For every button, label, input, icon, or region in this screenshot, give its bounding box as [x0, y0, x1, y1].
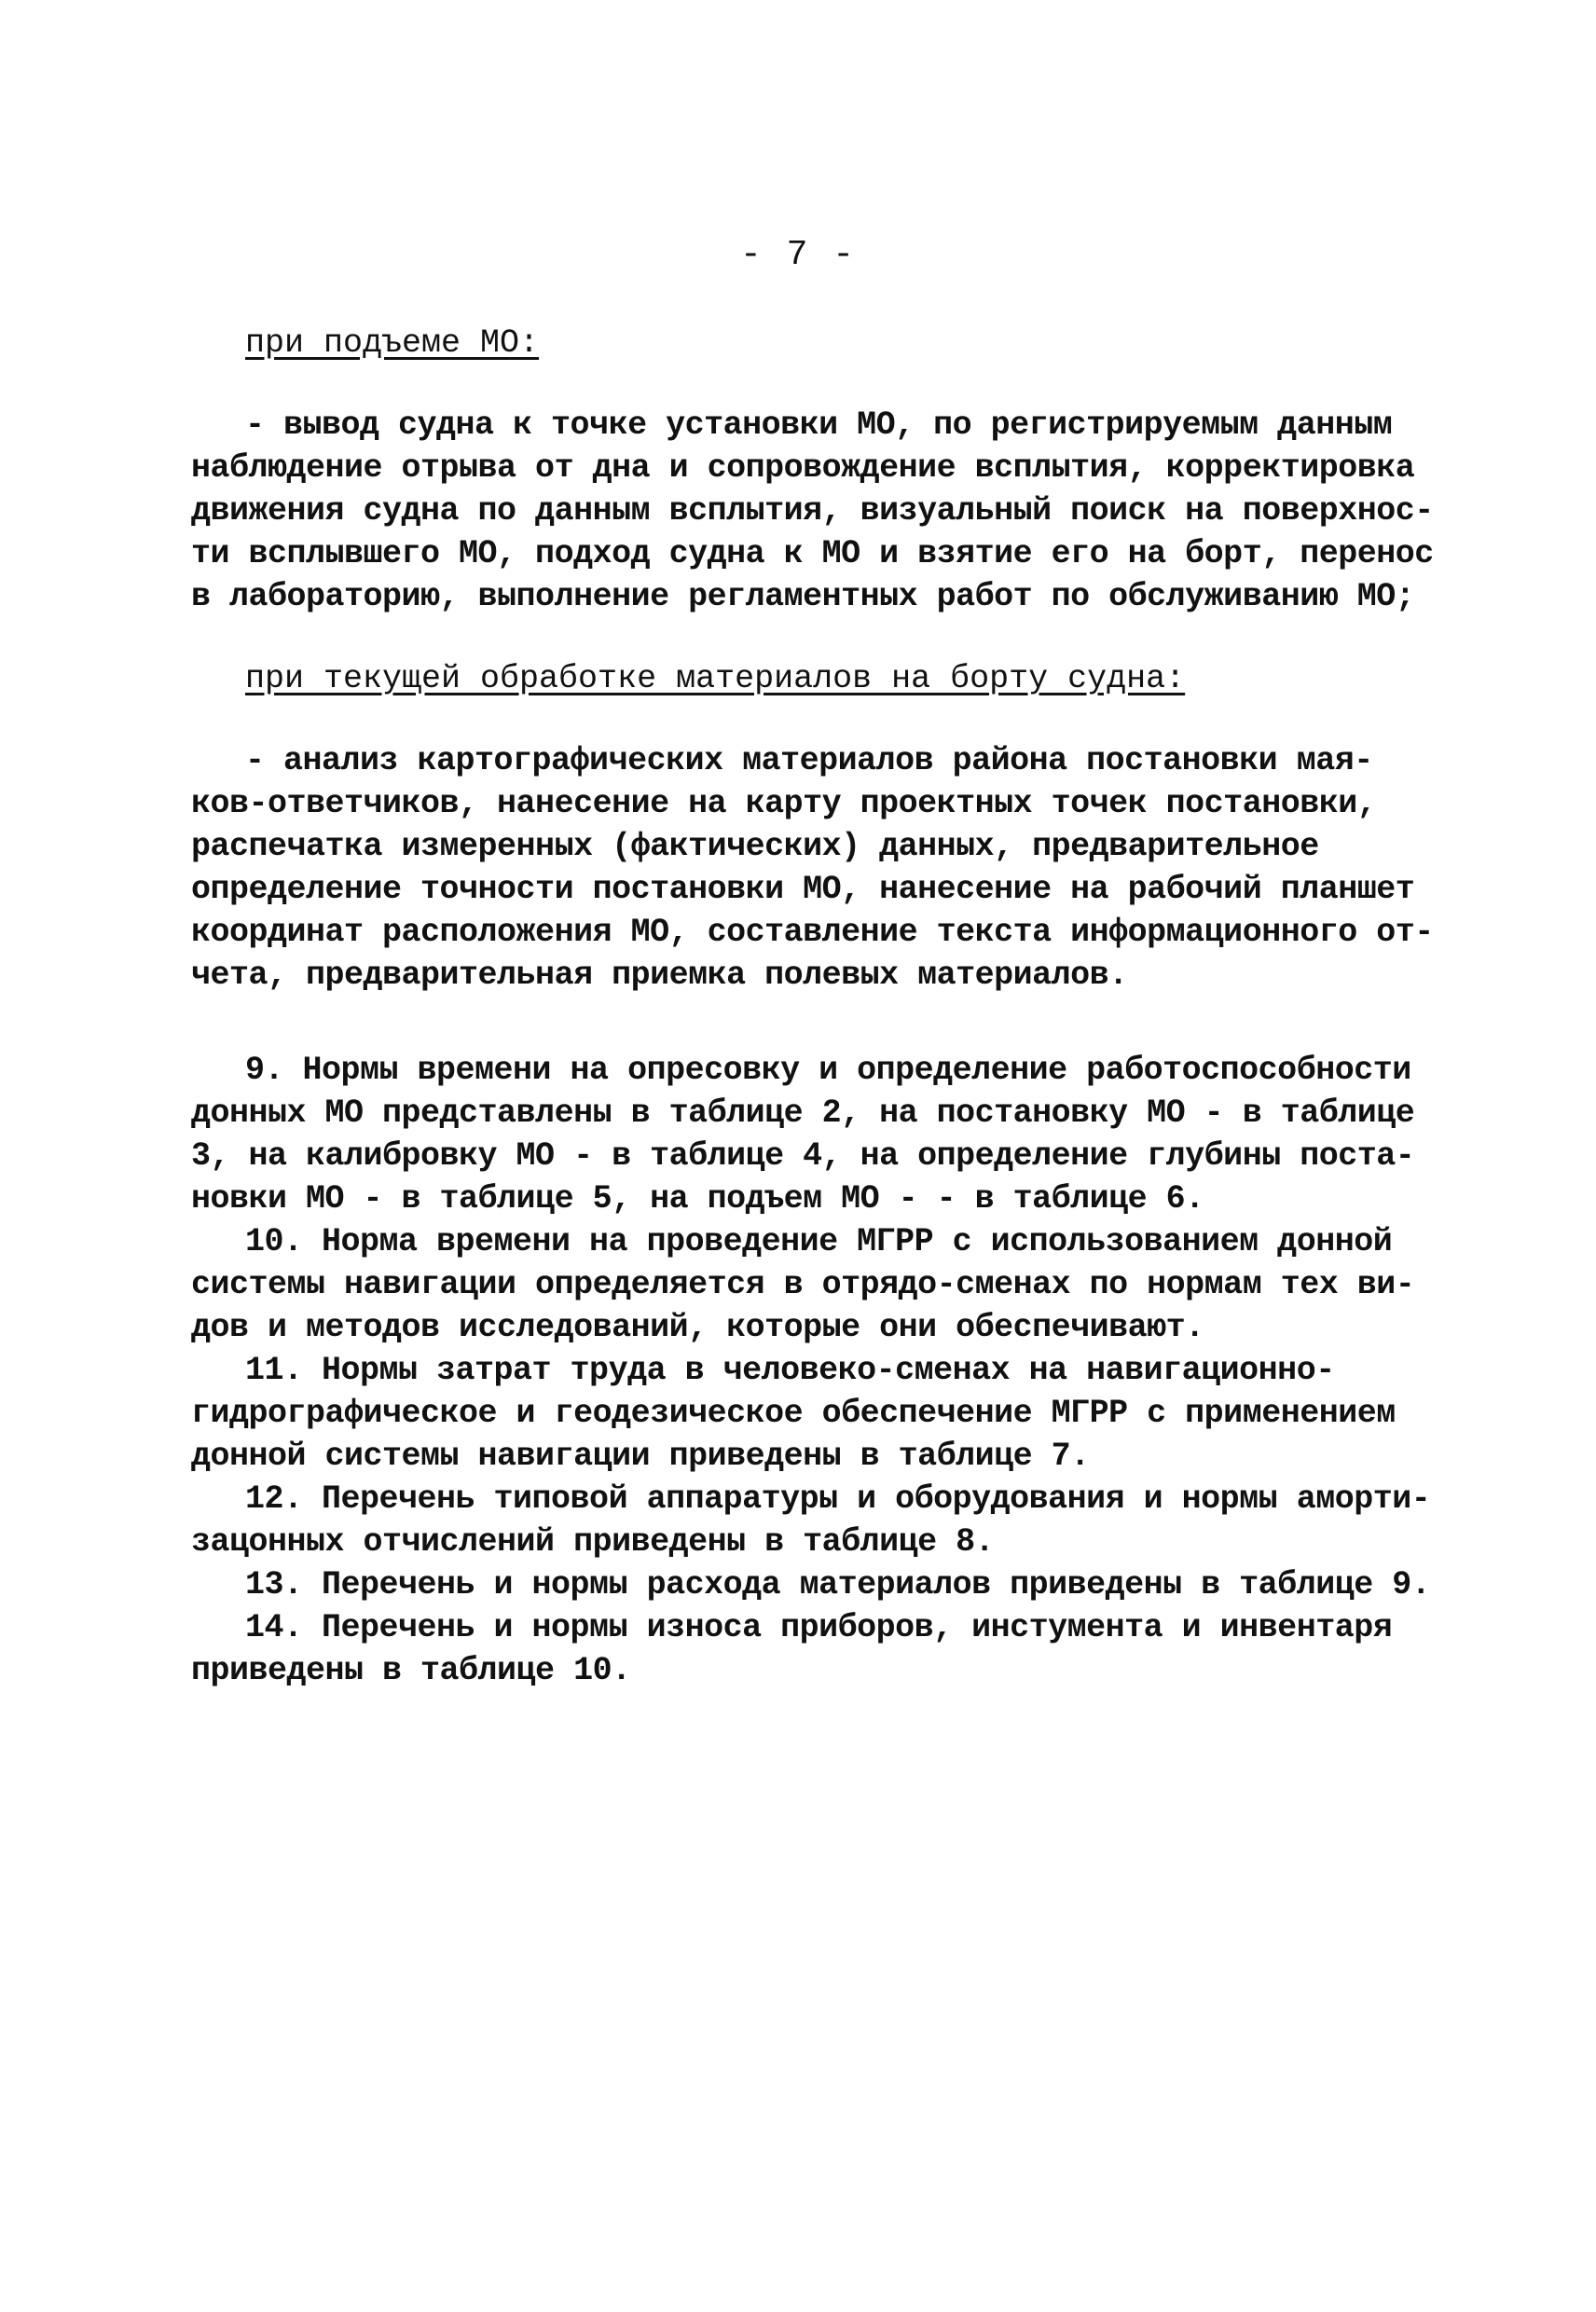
item-9	[191, 1049, 1415, 1220]
text-line: 9. Нормы времени на опресовку и определение работоспособности	[245, 1052, 1411, 1089]
text-line: зацонных отчислений приведены в таблице 8.	[191, 1523, 995, 1561]
text-line: в лабораторию, выполнение регламентных работ по обслуживанию МО;	[191, 578, 1415, 615]
text-line: движения судна по данным всплытия, визуальный поиск на поверхнос-	[191, 492, 1434, 530]
text-line: ти всплывшего МО, подход судна к МО и взятие его на борт, перенос	[191, 535, 1434, 572]
text-line: наблюдение отрыва от дна и сопровождение всплытия, корректировка	[191, 449, 1415, 487]
text-line: 12. Перечень типовой аппаратуры и оборудования и нормы аморти-	[245, 1480, 1431, 1518]
text-line: системы навигации определяется в отрядо-сменах по нормам тех ви-	[191, 1266, 1415, 1303]
text-line: ков-ответчиков, нанесение на карту проектных точек постановки,	[191, 785, 1377, 822]
item-14	[191, 1606, 1403, 1692]
text-line: определение точности постановки МО, нанесение на рабочий планшет	[191, 871, 1415, 908]
section-heading-lift: при подъеме МО:	[245, 324, 540, 362]
page-number: - 7 -	[739, 235, 857, 275]
text-line: - вывод судна к точке установки МО, по регистрируемым данным	[245, 406, 1393, 444]
text-line: 10. Норма времени на проведение МГРР с использованием донной	[245, 1223, 1393, 1260]
text-line: распечатка измеренных (фактических) данных, предварительное	[191, 828, 1319, 865]
section-heading-processing: при текущей обработке материалов на борту судна:	[245, 660, 1186, 697]
text-line: 13. Перечень и нормы расхода материалов приведены в таблице 9.	[245, 1566, 1431, 1603]
text-line: - анализ картографических материалов района постановки мая-	[245, 742, 1373, 779]
text-line: новки МО - в таблице 5, на подъем МО - - в таблице 6.	[191, 1180, 1204, 1218]
text-line: приведены в таблице 10.	[191, 1652, 631, 1689]
text-line: 11. Нормы затрат труда в человеко-сменах на навигационно-	[245, 1352, 1335, 1389]
text-line: координат расположения МО, составление текста информационного от-	[191, 914, 1434, 951]
document-body	[191, 322, 1434, 1692]
text-line: 3, на калибровку МО - в таблице 4, на определение глубины поста-	[191, 1137, 1415, 1175]
item-13	[191, 1563, 1431, 1606]
paragraph-processing	[191, 739, 1434, 997]
text-line: дов и методов исследований, которые они обеспечивают.	[191, 1309, 1204, 1346]
text-line: чета, предварительная приемка полевых материалов.	[191, 956, 1128, 994]
text-line: 14. Перечень и нормы износа приборов, инстумента и инвентаря	[245, 1609, 1393, 1646]
item-10	[191, 1220, 1415, 1349]
item-11	[191, 1349, 1403, 1478]
text-line: гидрографическое и геодезическое обеспечение МГРР с применением	[191, 1395, 1396, 1432]
paragraph-lift	[191, 404, 1434, 618]
text-line: донной системы навигации приведены в таблице 7.	[191, 1438, 1090, 1475]
item-12	[191, 1478, 1431, 1563]
text-line: донных МО представлены в таблице 2, на постановку МО - в таблице	[191, 1094, 1415, 1132]
